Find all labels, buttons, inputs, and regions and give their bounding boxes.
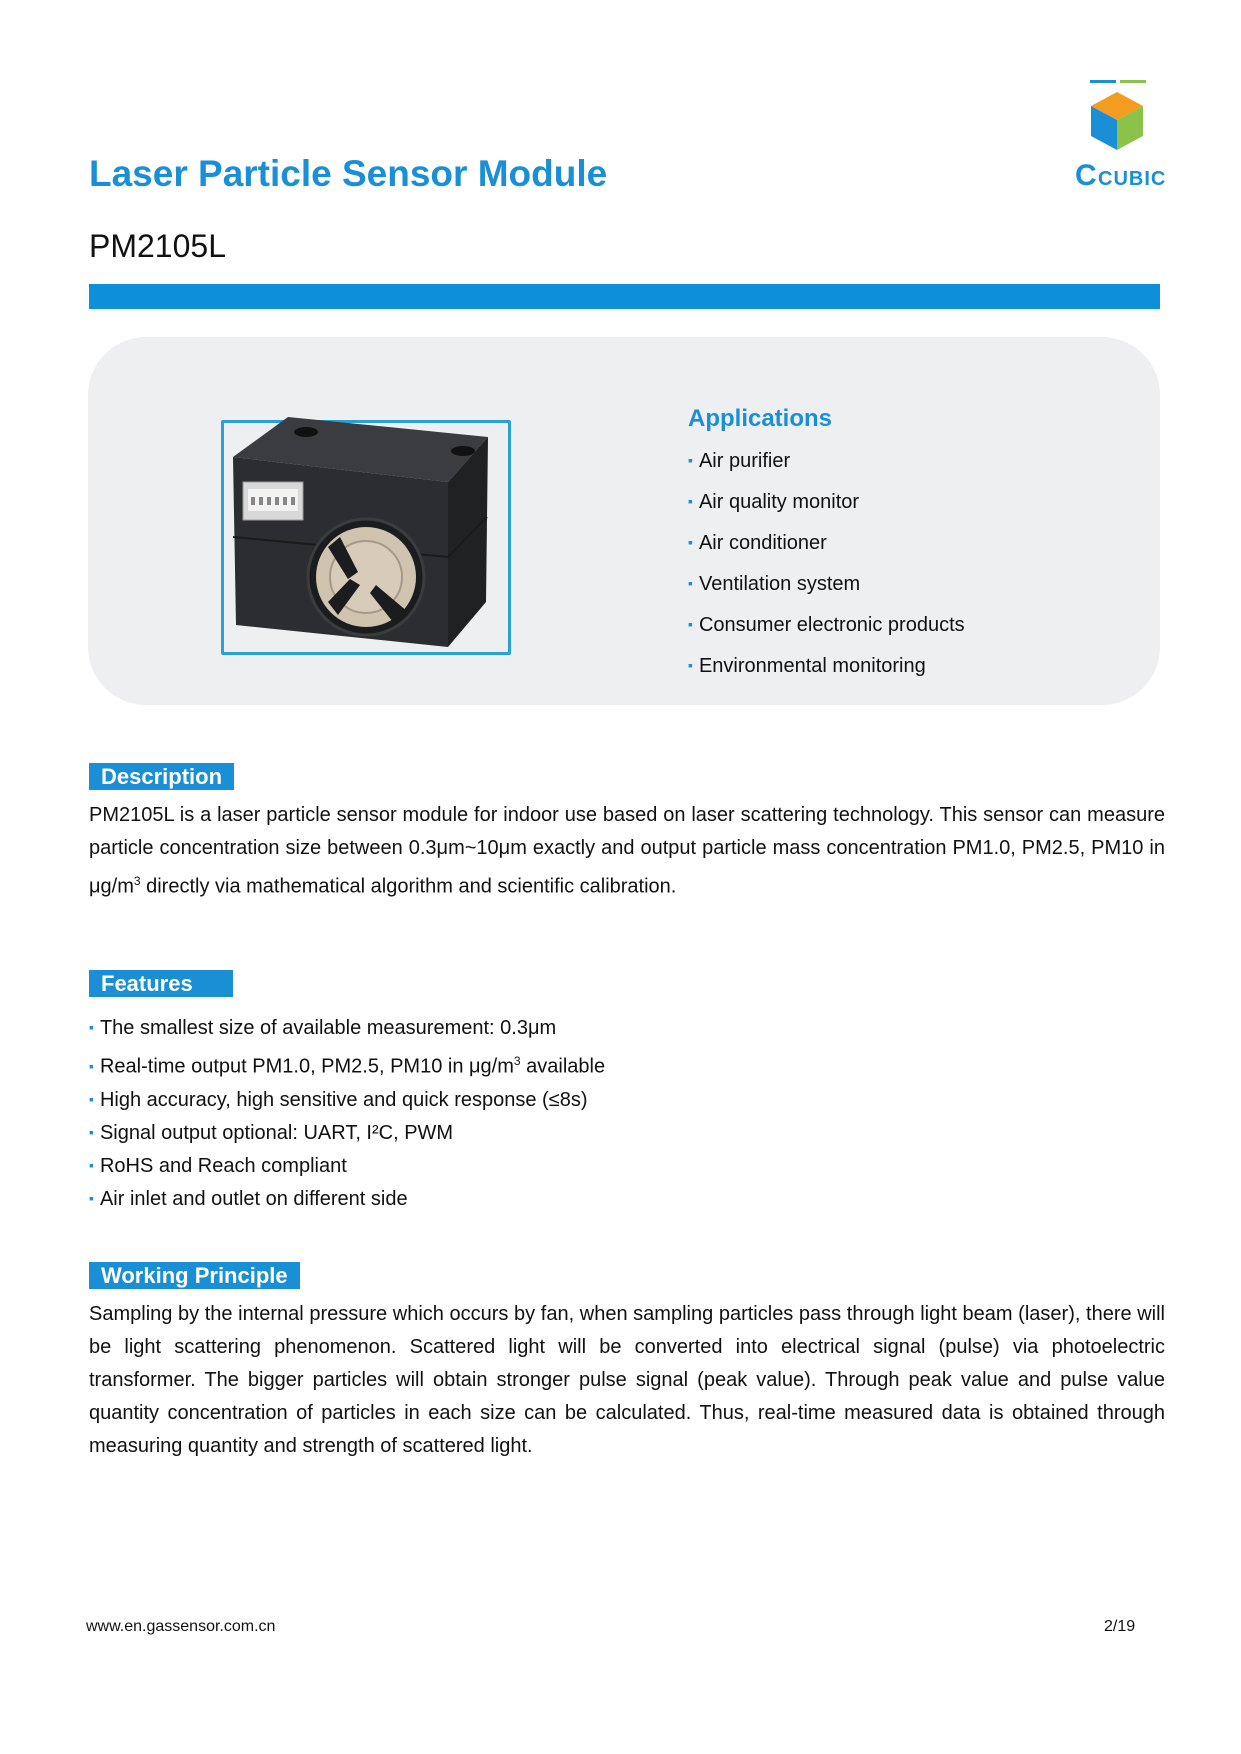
bullet-icon: ▪ [89, 1090, 94, 1107]
document-title: Laser Particle Sensor Module [89, 153, 608, 194]
applications-list [688, 449, 965, 695]
header-divider-bar [89, 284, 1160, 309]
bullet-icon: ▪ [89, 1189, 94, 1206]
bullet-icon: ▪ [688, 616, 693, 632]
features-heading: Features [89, 970, 233, 997]
list-item: ▪ Ventilation system [688, 573, 861, 595]
product-panel [88, 337, 1160, 705]
bullet-icon: ▪ [688, 657, 693, 673]
features-list [89, 1012, 605, 1216]
cube-logo-icon [1070, 78, 1176, 196]
bullet-icon: ▪ [89, 1019, 94, 1035]
list-item: ▪ The smallest size of available measurement: 0.3μm [89, 1017, 557, 1039]
footer-page-number: 2/19 [1104, 1618, 1136, 1635]
list-item: ▪ RoHS and Reach compliant [89, 1154, 347, 1177]
description-heading: Description [89, 763, 234, 790]
list-item: ▪ Air inlet and outlet on different side [89, 1187, 408, 1210]
applications-heading: Applications [688, 405, 833, 432]
bullet-icon: ▪ [89, 1123, 94, 1140]
footer-website: www.en.gassensor.com.cn [86, 1618, 276, 1635]
sensor-module-image [188, 397, 488, 657]
bullet-icon: ▪ [688, 534, 693, 550]
list-item: ▪ High accuracy, high sensitive and quick response (≤8s) [89, 1088, 588, 1111]
logo-text: CUBIC [1098, 168, 1167, 190]
cubic-logo [1070, 78, 1176, 196]
list-item: ▪ Environmental monitoring [688, 655, 926, 677]
model-number: PM2105L [89, 228, 226, 264]
svg-text:C: C [1075, 159, 1097, 192]
list-item: ▪ Air purifier [688, 450, 791, 472]
list-item: ▪ Air conditioner [688, 532, 827, 554]
list-item: ▪ Consumer electronic products [688, 614, 965, 636]
bullet-icon: ▪ [688, 493, 693, 509]
working-principle-text: Sampling by the internal pressure which occurs by fan, when sampling particles pass through light beam (laser), there will be light scattering phenomenon. Scattered light will be converted into electrical signal (pulse) via photoelectric transformer. The bigger particles will obtain stronger pulse signal (peak value). Through peak value and pulse value quantity concentration of particles in each size can be calculated. Thus, real-time measured data is obtained through measuring quantity and strength of scattered light. [89, 1303, 1165, 1457]
list-item: ▪ Air quality monitor [688, 491, 860, 513]
bullet-icon: ▪ [688, 452, 693, 468]
list-item: ▪ Real-time output PM1.0, PM2.5, PM10 in $\mu g/m^3$ available [89, 1054, 606, 1078]
description-text: PM2105L is a laser particle sensor module for indoor use based on laser scattering technology. This sensor can measure particle concentration size between 0.3μm~10μm exactly and output particle mass concentration PM1.0, PM2.5, PM10 in $\mu g/m^3$ directly via mathematical algorithm and scientific calibration. [89, 804, 1165, 898]
bullet-icon: ▪ [89, 1057, 94, 1074]
working-principle-heading: Working Principle [89, 1262, 300, 1289]
list-item: ▪ Signal output optional: UART, I²C, PWM [89, 1121, 454, 1144]
bullet-icon: ▪ [688, 575, 693, 591]
bullet-icon: ▪ [89, 1156, 94, 1173]
